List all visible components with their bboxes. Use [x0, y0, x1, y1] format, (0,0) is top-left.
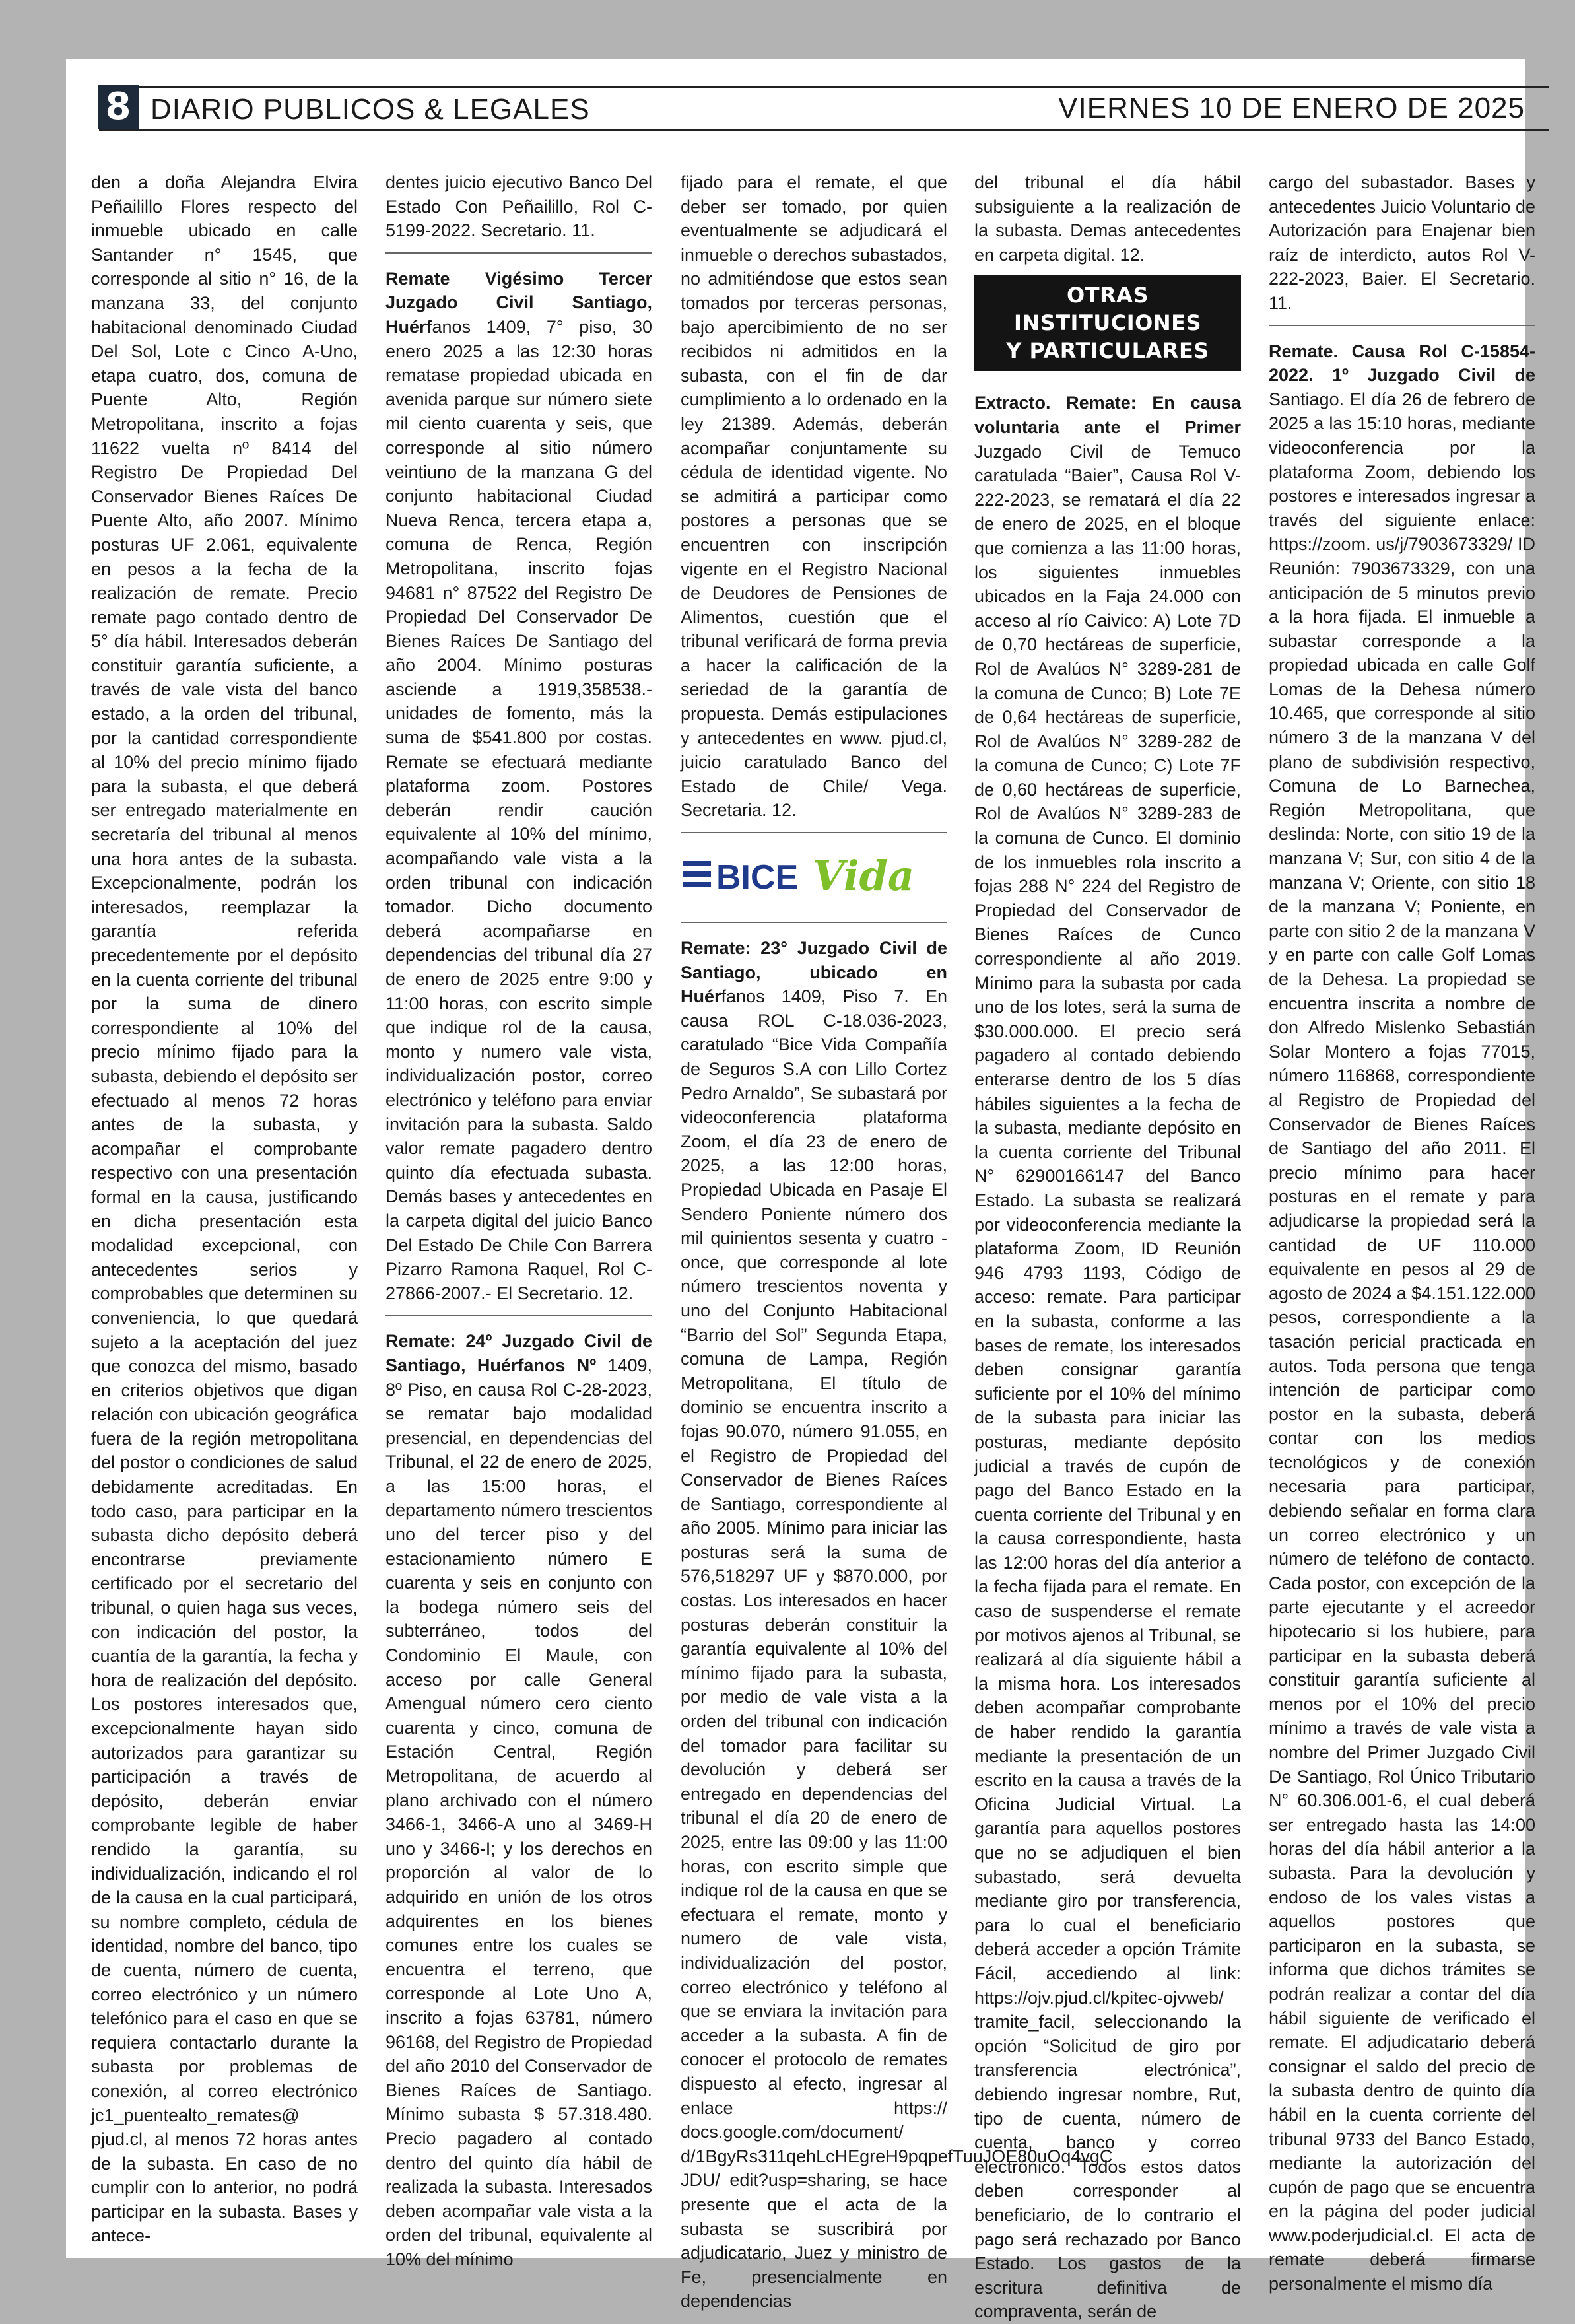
- section-heading-line: Y PARTICULARES: [1006, 338, 1209, 364]
- notice-heading: Remate: 23° Juzgado Civil de Santiago, ubicado en Huér: [681, 938, 947, 1007]
- header-top-rule: [99, 86, 1549, 88]
- notice-separator: [385, 252, 652, 254]
- notice-separator: [385, 1315, 652, 1316]
- notice-heading: Remate. Causa Rol C-15854-2022. 1º Juzgado Civil de: [1269, 341, 1535, 386]
- header-bottom-rule: [99, 129, 1549, 131]
- notice-separator: [681, 832, 947, 833]
- notice-text: Santiago. El día 26 de febrero de 2025 a las 15:10 horas, mediante videoconferencia por la plataforma Zoom, debiendo los postores e interesados ingresar a través del siguiente enlace: https://zoom. us/j/7903673329/ ID Reunión: 7903673329, con una anticipación de 5 minutos previo a la hora fijada. El inmueble a subastar corresponde a la propiedad ubicada en calle Golf Lomas de la Dehesa número 10.465, que corresponde al sitio número 3 de la manzana V del plano de subdivisión respectivo, Comuna de Lo Barnechea, Región Metropolitana, que deslinda: Norte, con sitio 19 de la manzana V; Sur, con sitio 4 de la manzana V; Oriente, con sitio 18 de la manzana V; Poniente, en parte con sitio 2 de la manzana V y en parte con calle Golf Lomas de la Dehesa. La propiedad se encuentra inscrita a nombre de don Alfredo Mislenko Sebastián Solar Montero a fojas 77015, número 116868, correspondiente al Registro de Propiedad del Conservador de Bienes Raíces de Santiago del año 2011. El precio mínimo para hacer posturas en el remate y para adjudicarse la propiedad será la cantidad de UF 110.000 equivalente en pesos al 29 de agosto de 2024 a $4.151.122.000 pesos, correspondiente a la tasación pericial practicada en autos. Toda persona que tenga intención de participar como postor en la subasta, deberá contar con los medios tecnológicos y de conexión necesaria para participar, debiendo señalar en forma clara un correo electrónico y un número de teléfono de contacto. Cada postor, con excepción de la parte ejecutante y el acreedor hipotecario si los hubiere, para participar en la subasta deberá constituir garantía suficiente al menos por el 10% del precio mínimo a través de vale vista a nombre del Primer Juzgado Civil De Santiago, Rol Único Tributario N° 60.306.001-6, el cual deberá ser entregado hasta las 14:00 horas del día hábil anterior a la subasta. Para la devolución y endoso de los vales vistas a aquellos postores que participaron en la subasta, se informa que dichos trámites se podrán realizar a contar del día hábil siguiente de verificado el remate. El adjudicatario deberá consignar el saldo del precio de la subasta dentro de quinto día hábil en la cuenta corriente del tribunal 9733 del Banco Estado, mediante la autorización del cupón de pago que se encuentra en la página del poder judicial www.poderjudicial.cl. El acta de remate deberá firmarse personalmente el mismo día: [1269, 389, 1535, 2294]
- notice-heading: Remate Vigésimo Tercer Juzgado Civil Santiago, Huérf: [385, 268, 652, 337]
- bice-vida-logo: [681, 846, 947, 905]
- column-1: [91, 170, 358, 2246]
- notice-text: Juzgado Civil de Temuco caratulada “Baier”, Causa Rol V-222-2023, se rematará el día 22 de enero de 2025, en el bloque que comienza a las 11:00 horas, los siguientes inmuebles ubicados en la Faja 24.000 con acceso al río Caivico: A) Lote 7D de 0,70 hectáreas de superficie, Rol de Avalúos N° 3289-281 de la comuna de Cunco; B) Lote 7E de 0,64 hectáreas de superficie, Rol de Avalúos N° 3289-282 de la comuna de Cunco; C) Lote 7F de 0,60 hectáreas de superficie, Rol de Avalúos N° 3289-283 de la comuna de Cunco. El dominio de los inmuebles rola inscrito a fojas 288 N° 224 del Registro de Propiedad del Conservador de Bienes Raíces de Cunco correspondiente al año 2019. Mínimo para la subasta por cada uno de los lotes, será la suma de $30.000.000. El precio será pagadero al contado debiendo enterarse dentro de los 5 días hábiles siguientes a la fecha de la subasta, mediante depósito en la cuenta corriente del Tribunal N° 62900166147 del Banco Estado. La subasta se realizará por videoconferencia mediante la plataforma Zoom, ID Reunión 946 4793 1193, Código de acceso: remate. Para participar en la subasta, conforme a las bases de remate, los interesados deben consignar garantía suficiente por el 10% del mínimo de la subasta para iniciar las posturas, mediante depósito judicial a través de cupón de pago del Banco Estado en la cuenta corriente del Tribunal y en la causa correspondiente, hasta las 12:00 horas del día anterior a la fecha fijada para el remate. En caso de suspenderse el remate por motivos ajenos al Tribunal, se realizará al día siguiente hábil a la misma hora. Los interesados deben acompañar comprobante de haber rendido la garantía mediante la presentación de un escrito en la causa a través de la Oficina Judicial Virtual. La garantía para aquellos postores que no se adjudiquen el bien subastado, será devuelta mediante giro por transferencia, para lo cual el beneficiario deberá acceder a opción Trámite Fácil, accediendo al link: https://ojv.pjud.cl/kpitec-ojvweb/ tramite_facil, seleccionando la opción “Solicitud de giro por transferencia electrónica”, debiendo ingresar nombre, Rut, tipo de cuenta, número de cuenta, banco y correo electrónico. Todos estos datos deben corresponder al beneficiario, de lo contrario el pago será rechazado por Banco Estado. Los gastos de la escritura definitiva de compraventa, serán de: [974, 441, 1241, 2322]
- notice-heading: Remate: 24º Juzgado Civil de Santiago, Huérfanos Nº: [385, 1331, 652, 1375]
- logo-bar: [683, 861, 711, 866]
- notice-text: den a doña Alejandra Elvira Peñailillo Flores respecto del inmueble ubicado en calle Santander n° 1545, que corresponde al sitio n° 16, de la manzana 33, del conjunto habitacional denominado Ciudad Del Sol, Lote c Cinco A-Uno, etapa cuatro, dos, comuna de Puente Alto, Región Metropolitana, inscrito a fojas 11622 vuelta nº 8414 del Registro De Propiedad Del Conservador Bienes Raíces De Puente Alto, año 2007. Mínimo posturas UF 2.061, equivalente en pesos a la fecha de la realización de remate. Precio remate pago contado dentro de 5° día hábil. Interesados deberán constituir garantía suficiente, a través de vale vista del banco estado, a la orden del tribunal, por la cantidad correspondiente al 10% del precio mínimo fijado para la subasta, el que deberá ser entregado materialmente en secretaría del tribunal al menos una hora antes de la subasta. Excepcionalmente, podrán los interesados, reemplazar la garantía referida precedentemente por el depósito en la cuenta corriente del tribunal por la suma de dinero correspondiente al 10% del precio mínimo fijado para la subasta, debiendo el depósito ser efectuado al menos 72 horas antes de la subasta, y acompañar el comprobante respectivo con una presentación formal en la causa, justificando en dicha presentación esta modalidad excepcional, con antecedentes serios y comprobables que determinen su conveniencia, lo que quedará sujeto a la aceptación del juez que conozca del mismo, basado en criterios objetivos que digan relación con ubicación geográfica fuera de la región metropolitana del postor o condiciones de salud debidamente acreditadas. En todo caso, para participar en la subasta dicho depósito deberá encontrarse previamente certificado por el secretario del tribunal, o quien haga sus veces, con indicación del postor, la cuantía de la garantía, la fecha y hora de realización del depósito. Los postores interesados que, excepcionalmente hayan sido autorizados para garantizar su participación a través de depósito, deberán enviar comprobante legible de haber rendido la garantía, su individualización, indicando el rol de la causa en la cual participará, su nombre completo, cédula de identidad, nombre del banco, tipo de cuenta, número de cuenta, correo electrónico y un número telefónico para el caso en que se requiera contactarlo durante la subasta por problemas de conexión, al correo electrónico jc1_puentealto_remates@ pjud.cl, al menos 72 horas antes de la subasta. En caso de no cumplir con lo anterior, no podrá participar en la subasta. Bases y antece-: [91, 172, 358, 2246]
- section-heading-line: OTRAS INSTITUCIONES: [1013, 283, 1202, 336]
- notice-text: dentes juicio ejecutivo Banco Del Estado Con Peñailillo, Rol C-5199-2022. Secretario. 11.: [385, 172, 652, 241]
- notice: [385, 1329, 652, 2271]
- logo-bar: [683, 882, 711, 887]
- notice-separator: [681, 922, 947, 923]
- notice-text: fijado para el remate, el que deber ser tomado, por quien eventualmente se adjudicará el inmueble o derechos subastados, no admitiéndose que estos sean tomados por terceras personas, bajo apercibimiento de no ser recibidos ni admitidos en la subasta, con el fin de dar cumplimiento a lo ordenado en la ley 21389. Además, deberán acompañar conjuntamente su cédula de identidad vigente. No se admitirá a participar como postores a personas que se encuentren con inscripción vigente en el Registro Nacional de Deudores de Pensiones de Alimentos, cuestión que el tribunal verificará de forma previa a hacer la calificación de la seriedad de la garantía de propuesta. Demás estipulaciones y antecedentes en www. pjud.cl, juicio caratulado Banco del Estado de Chile/ Vega. Secretaria. 12.: [681, 172, 947, 821]
- notice-separator: [1269, 325, 1535, 326]
- column-2: [385, 170, 652, 2269]
- notice-text: fanos 1409, Piso 7. En causa ROL C-18.036-2023, caratulado “Bice Vida Compañía de Seguros S.A con Lillo Cortez Pedro Arnaldo”, Se subastará por videoconferencia plataforma Zoom, el día 23 de enero de 2025, a las 12:00 horas, Propiedad Ubicada en Pasaje El Sendero Poniente número dos mil quinientos sesenta y cuatro - once, que corresponde al lote número trescientos noventa y uno del Conjunto Habitacional “Barrio del Sol” Segunda Etapa, comuna de Lampa, Región Metropolitana, El título de dominio se encuentra inscrito a fojas 90.070, número 91.055, en el Registro de Propiedad del Conservador de Bienes Raíces de Santiago, correspondiente al año 2005. Mínimo para iniciar las posturas será la suma de 576,518297 UF y $870.000, por costas. Los interesados en hacer posturas deberán constituir la garantía equivalente al 10% del mínimo fijado para la subasta, por medio de vale vista a la orden del tribunal con indicación del tomador para facilitar su devolución y deberá ser entregado en dependencias del tribunal el día 20 de enero de 2025, entre las 09:00 y las 11:00 horas, con escrito simple que indique rol de la causa en que se efectuara el remate, monto y numero de vale vista, individualización del postor, correo electrónico y teléfono al que se enviara la invitación para acceder a la subasta. A fin de conocer el protocolo de remates dispuesto al efecto, ingresar al enlace https:// docs.google.com/document/ d/1BgyRs311qehLcHEgreH9pqpefTuuJOE80uOq4vgC JDU/ edit?usp=sharing, se hace presente que el acta de la subasta se suscribirá por adjudicatario, Juez y ministro de Fe, presencialmente en dependencias: [681, 986, 1113, 2311]
- notice-text: anos 1409, 7° piso, 30 enero 2025 a las 12:30 horas rematase propiedad ubicada en avenida parque sur número siete mil ciento cuarenta y seis, que corresponde al sitio número veintiuno de la manzana G del conjunto habitacional Ciudad Nueva Renca, tercera etapa a, comuna de Renca, Región Metropolitana, inscrito fojas 94681 n° 87522 del Registro De Propiedad Del Conservador De Bienes Raíces De Santiago del año 2004. Mínimo posturas asciende a 1919,358538.- unidades de fomento, más la suma de $541.800 por costas. Remate se efectuará mediante plataforma zoom. Postores deberán rendir caución equivalente al 10% del mínimo, acompañando vale vista a la orden tribunal con indicación tomador. Dicho documento deberá acompañarse en dependencias del tribunal día 27 de enero de 2025 entre 9:00 y 11:00 horas, con escrito simple que indique rol de la causa, monto y numero vale vista, individualización postor, correo electrónico y teléfono para enviar invitación para la subasta. Saldo valor remate pagadero dentro quinto día efectuada subasta. Demás bases y antecedentes en la carpeta digital del juicio Banco Del Estado De Chile Con Barrera Pizarro Ramona Raquel, Rol C-27866-2007.- El Secretario. 12.: [385, 316, 652, 1303]
- section-heading: [974, 275, 1241, 371]
- notice-heading: Extracto. Remate: En causa voluntaria ante el Primer: [974, 393, 1241, 437]
- notice: [681, 936, 1113, 2313]
- notice-text: cargo del subastador. Bases y antecedentes Juicio Voluntario de Autorización para Enajenar bien raíz de interdicto, autos Rol V-222-2023, Baier. El Secretario. 11.: [1269, 172, 1535, 313]
- column-5: [1269, 170, 1535, 2294]
- publication-date: VIERNES 10 DE ENERO DE 2025: [1058, 92, 1525, 124]
- logo-bar: [683, 872, 711, 877]
- column-4: [974, 170, 1241, 2322]
- notice-text: del tribunal el día hábil subsiguiente a la realización de la subasta. Demas antecedentes en carpeta digital. 12.: [974, 172, 1241, 265]
- notice: [385, 267, 652, 1306]
- logo-bice-text: BICE: [716, 858, 799, 897]
- notice: [1269, 339, 1535, 2296]
- logo-vida-text: Vida: [813, 852, 915, 901]
- notice-text: 1409, 8º Piso, en causa Rol C-28-2023, se rematar bajo modalidad presencial, en dependencias del Tribunal, el 22 de enero de 2025, a las 15:00 horas, el departamento número trescientos uno del tercer piso y del estacionamiento número E cuarenta y seis en conjunto con la bodega número seis del subterráneo, todos del Condominio El Maule, con acceso por calle General Amengual número cero ciento cuarenta y cinco, comuna de Estación Central, Región Metropolitana, de acuerdo al plano archivado con el número 3466-1, 3466-A uno al 3469-H uno y 3466-I; y los derechos en proporción al valor de lo adquirido en unión de los otros adquirentes en los bienes comunes entre los cuales se encuentra el terreno, que corresponde al Lote Uno A, inscrito a fojas 63781, número 96168, del Registro de Propiedad del año 2010 del Conservador de Bienes Raíces de Santiago. Mínimo subasta $ 57.318.480. Precio pagadero al contado dentro del quinto día hábil de realizada la subasta. Interesados deben acompañar vale vista a la orden del tribunal, equivalente al 10% del mínimo: [385, 1355, 652, 2269]
- publication-title: DIARIO PUBLICOS & LEGALES: [151, 93, 590, 125]
- notice: [974, 391, 1241, 2324]
- page-number: 8: [98, 85, 139, 129]
- columns: [91, 170, 1535, 2322]
- bice-vida-logo-graphic: [681, 846, 947, 905]
